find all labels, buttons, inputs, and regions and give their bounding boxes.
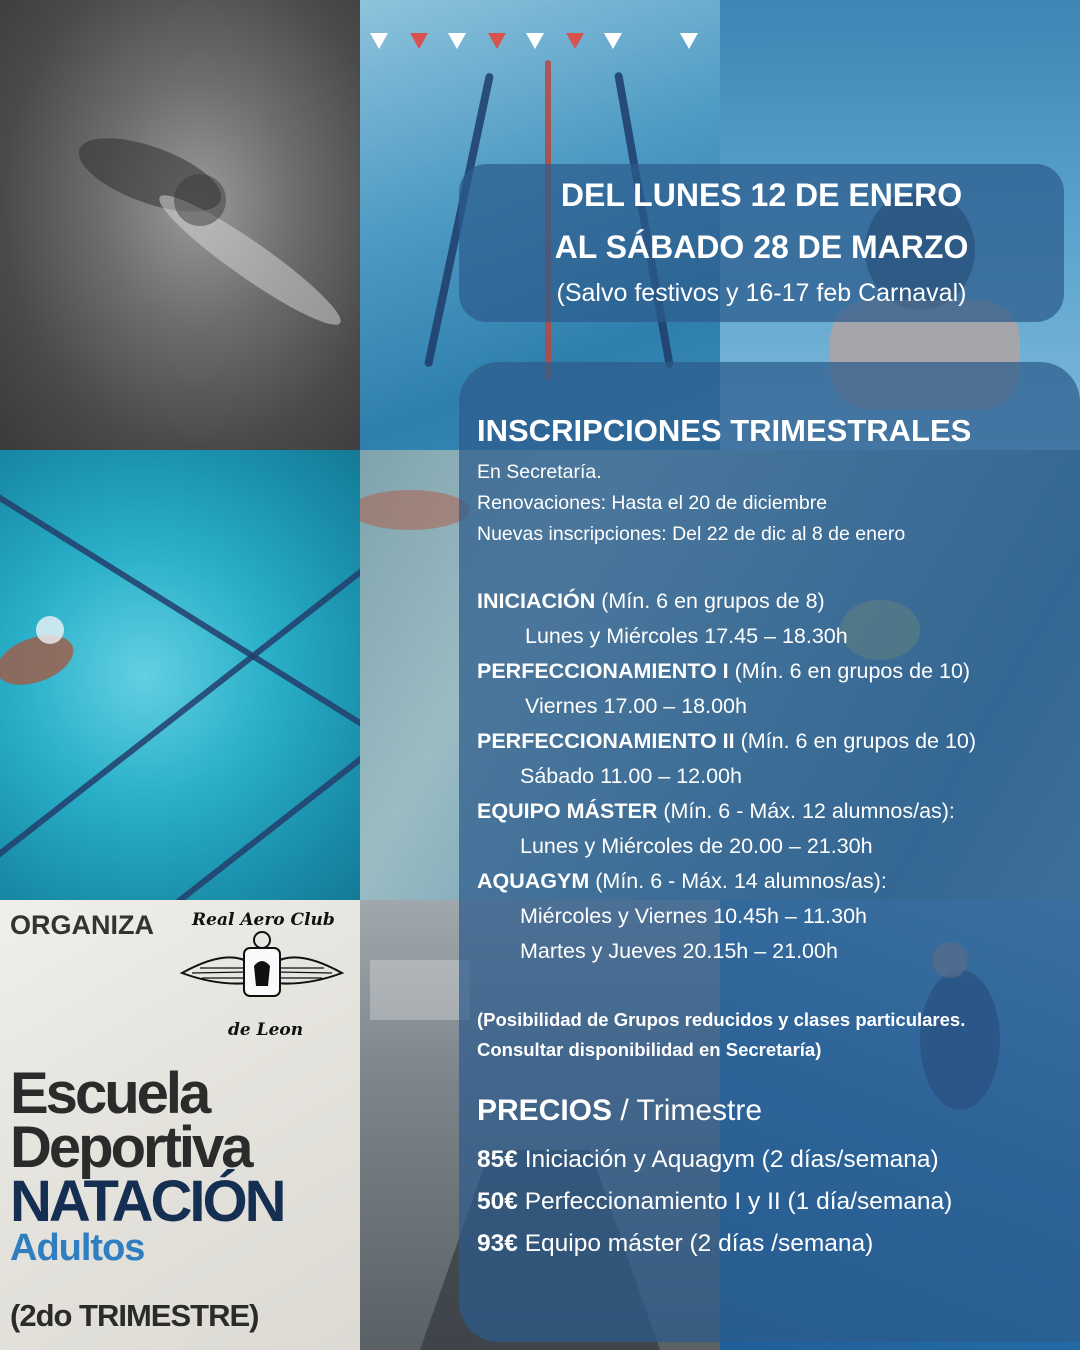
photo-swimmer-crawl xyxy=(0,450,360,900)
title-deportiva: Deportiva xyxy=(10,1115,251,1180)
price-amount: 50€ xyxy=(477,1188,518,1215)
program-heading xyxy=(477,729,976,754)
inscriptions-line: En Secretaría. xyxy=(477,461,602,483)
title-escuela: Escuela xyxy=(10,1061,209,1126)
program-detail: (Mín. 6 - Máx. 14 alumnos/as): xyxy=(589,869,887,893)
program-detail: (Mín. 6 - Máx. 12 alumnos/as): xyxy=(657,799,955,823)
price-item xyxy=(477,1230,873,1258)
program-schedule: Viernes 17.00 – 18.00h xyxy=(525,694,747,718)
price-amount: 85€ xyxy=(477,1146,518,1173)
inscriptions-line: Renovaciones: Hasta el 20 de diciembre xyxy=(477,492,828,514)
program-name: PERFECCIONAMIENTO I xyxy=(477,659,729,683)
club-crest-logo xyxy=(172,928,352,1018)
program-heading xyxy=(477,589,825,614)
price-label: Perfeccionamiento I y II (1 día/semana) xyxy=(517,1188,953,1215)
program-name: PERFECCIONAMIENTO II xyxy=(477,729,735,753)
prices-title xyxy=(477,1094,762,1128)
program-detail: (Mín. 6 en grupos de 10) xyxy=(734,729,977,753)
program-heading xyxy=(477,659,970,684)
dates-line-2: AL SÁBADO 28 DE MARZO xyxy=(554,229,969,265)
inscriptions-line: Nuevas inscripciones: Del 22 de dic al 8 de enero xyxy=(477,523,906,545)
price-label: Equipo máster (2 días /semana) xyxy=(517,1230,874,1257)
club-name-line-2: de Leon xyxy=(228,1020,304,1040)
price-label: Iniciación y Aquagym (2 días/semana) xyxy=(517,1146,939,1173)
title-adultos: Adultos xyxy=(10,1227,145,1269)
availability-note-line-2: Consultar disponibilidad en Secretaría) xyxy=(477,1039,822,1060)
swimmer-silhouette xyxy=(0,0,360,450)
photo-swimmer-bw xyxy=(0,0,360,450)
program-schedule: Sábado 11.00 – 12.00h xyxy=(520,764,742,788)
program-name: INICIACIÓN xyxy=(477,589,596,613)
dates-line-1: DEL LUNES 12 DE ENERO xyxy=(560,177,963,213)
program-detail: (Mín. 6 en grupos de 8) xyxy=(595,589,825,613)
organizer-label: ORGANIZA xyxy=(10,910,154,940)
price-item xyxy=(477,1188,952,1216)
availability-note-line-1: (Posibilidad de Grupos reducidos y clases particulares. xyxy=(477,1009,966,1030)
inscriptions-title: INSCRIPCIONES TRIMESTRALES xyxy=(477,413,972,448)
dates-note: (Salvo festivos y 16-17 feb Carnaval) xyxy=(556,279,967,307)
prices-title-suffix: / Trimestre xyxy=(612,1094,763,1127)
program-schedule: Martes y Jueves 20.15h – 21.00h xyxy=(520,939,838,963)
program-name: AQUAGYM xyxy=(477,869,590,893)
program-schedule: Lunes y Miércoles 17.45 – 18.30h xyxy=(525,624,848,648)
program-heading xyxy=(477,799,955,824)
price-amount: 93€ xyxy=(477,1230,518,1257)
prices-title-strong: PRECIOS xyxy=(477,1094,613,1127)
program-schedule: Miércoles y Viernes 10.45h – 11.30h xyxy=(520,904,868,928)
price-item xyxy=(477,1146,939,1174)
club-name-line-1: Real Aero Club xyxy=(192,910,335,930)
program-heading xyxy=(477,869,887,894)
swimmer-arm-shape xyxy=(0,450,360,900)
program-schedule: Lunes y Miércoles de 20.00 – 21.30h xyxy=(520,834,873,858)
term-label: (2do TRIMESTRE) xyxy=(10,1298,259,1333)
program-detail: (Mín. 6 en grupos de 10) xyxy=(728,659,971,683)
program-name: EQUIPO MÁSTER xyxy=(477,799,658,823)
title-natacion: NATACIÓN xyxy=(10,1169,284,1234)
